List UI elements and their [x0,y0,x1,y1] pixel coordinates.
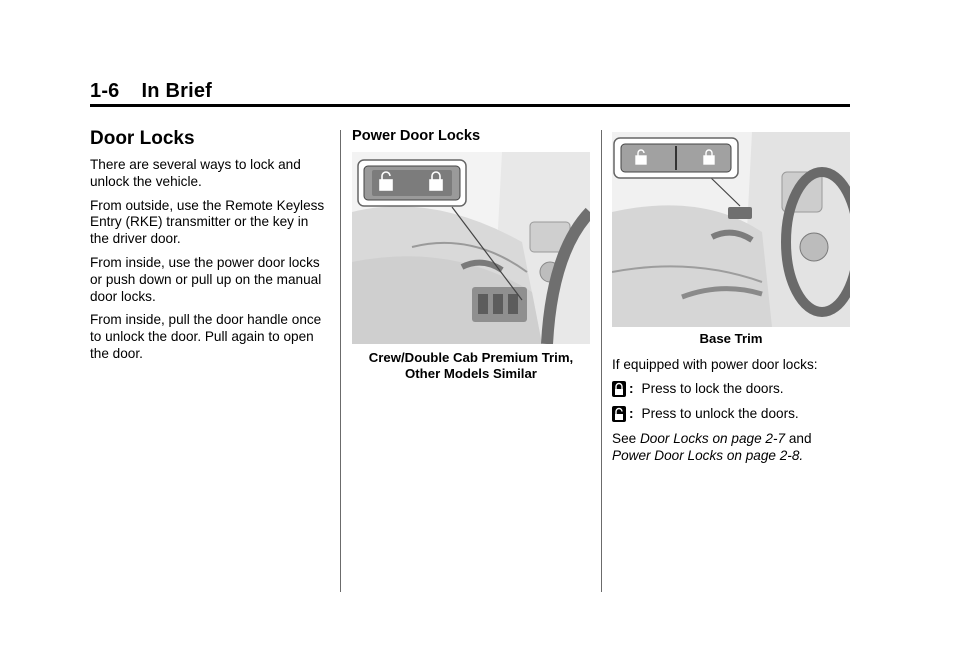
power-door-locks-section [352,128,590,382]
figure-caption: Crew/Double Cab Premium Trim, Other Models Similar [368,350,574,381]
unlock-text: Press to unlock the doors. [641,406,799,422]
page-header [90,80,850,103]
section-name: In Brief [141,80,213,102]
premium-trim-illustration [352,152,590,344]
lock-icon [612,381,626,397]
base-trim-illustration [612,132,850,327]
power-door-locks-link[interactable]: Power Door Locks on page 2-8. [612,447,804,463]
section-title: Door Locks [90,128,195,149]
unlock-icon [612,406,626,422]
page-number: 1-6 [90,80,120,102]
door-panel-illustration [612,132,850,327]
intro-text: If equipped with power door locks: [612,357,818,372]
base-trim-section [612,128,850,471]
paragraph: From inside, use the power door locks or push down or pull up on the manual door locks. [90,254,322,304]
lock-instruction: : Press to lock the doors. [612,381,850,397]
paragraph: There are several ways to lock and unlock the vehicle. [90,157,301,189]
cross-reference: See Door Locks on page 2-7 and Power Door Locks on page 2-8. [612,430,812,463]
subsection-title: Power Door Locks [352,128,481,144]
unlock-instruction: : Press to unlock the doors. [612,406,850,422]
figure-caption: Base Trim [699,331,763,346]
door-locks-link[interactable]: Door Locks on page 2-7 [639,430,786,446]
header-rule [90,104,850,107]
lock-text: Press to lock the doors. [641,381,784,397]
door-locks-section [90,128,330,370]
paragraph: From inside, pull the door handle once to unlock the door. Pull again to open the door. [90,312,322,361]
door-panel-illustration [352,152,590,344]
column-divider [601,130,602,592]
paragraph: From outside, use the Remote Keyless Entry (RKE) transmitter or the key in the driver door. [90,197,325,247]
column-divider [340,130,341,592]
